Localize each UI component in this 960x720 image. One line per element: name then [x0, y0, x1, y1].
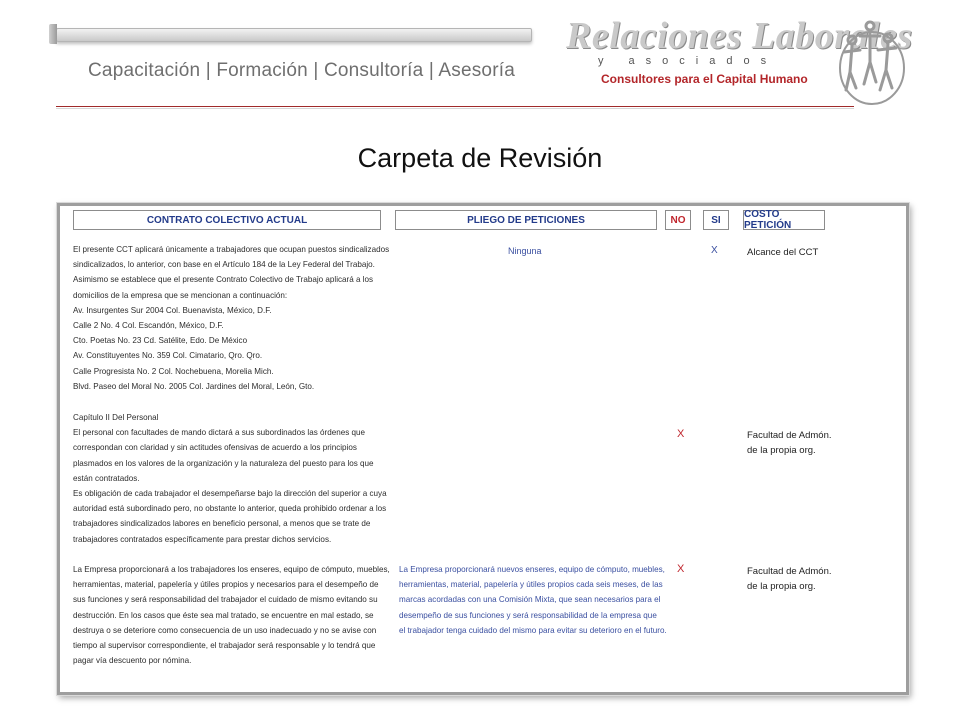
column-header-costo: COSTO PETICIÓN [743, 210, 825, 230]
review-document [57, 203, 909, 695]
row1-costo-text: Alcance del CCT [747, 247, 819, 258]
row2-no-mark: X [677, 428, 685, 440]
row3-pliego-text: La Empresa proporcionará nuevos enseres, equipo de cómputo, muebles, herramientas, material, papelería y útiles propios cada seis meses, de las marcas acordadas con una Comisión Mixta, que sean necesarios para el desempeño de sus funciones y será responsabilidad de la empresa que el trabajador tenga cuidado del mismo para evitar su deterioro en el futuro. [399, 565, 667, 635]
logo-tagline: Consultores para el Capital Humano [601, 72, 808, 86]
column-header-contrato: CONTRATO COLECTIVO ACTUAL [73, 210, 381, 230]
logo-title: Relaciones Laborales [566, 15, 913, 57]
column-header-no: NO [665, 210, 691, 230]
row3-no-mark: X [677, 563, 685, 575]
row2-costo-text: Facultad de Admón. de la propia org. [747, 430, 832, 456]
header-divider [56, 106, 854, 107]
services-tagline: Capacitación | Formación | Consultoría | Asesoría [88, 60, 515, 81]
row1-si-mark: X [711, 245, 718, 256]
row2-heading: Capítulo II Del Personal [73, 413, 159, 422]
row2-contrato-text: Capítulo II Del Personal El personal con facultades de mando dictará a sus subordinados las órdenes que correspondan con claridad y sin actitudes ofensivas de acuerdo a los principios plasmados en los valores de la organización y la naturaleza del puesto para los que están contratados. Es obligación de cada trabajador el desempeñarse bajo la dirección del superior a cuya autoridad está subordinado pero, no obstante lo anterior, queda prohibido ordenar a los trabajadores sindicalizados labores en beneficio personal, a menos que se trate de trabajadores contratados específicamente para prestar dichos servicios. [73, 410, 387, 547]
row1-pliego-text: Ninguna [508, 246, 542, 256]
row3-contrato-text: La Empresa proporcionará a los trabajadores los enseres, equipo de cómputo, muebles, herramientas, material, papelería y útiles propios y necesarios para el desempeño de sus funciones y será responsabilidad del trabajador el cuidado de mismo evitando su destrucción. En los casos que éste sea mal tratado, se encuentre en mal estado, se destruya o se deteriore como consecuencia de un uso inadecuado y no se avise con tiempo al supervisor correspondiente, el trabajador será responsable y lo tendrá que pagar vía descuento por nómina. [73, 565, 390, 666]
column-header-pliego: PLIEGO DE PETICIONES [395, 210, 657, 230]
header-decorative-bar [56, 28, 532, 42]
row1-contrato-text: El presente CCT aplicará únicamente a trabajadores que ocupan puestos sindicalizados sindicalizados, lo anterior, con base en el Artículo 184 de la Ley Federal del Trabajo. Asimismo se establece que el presente Contrato Colectivo de Trabajo aplicará a los domicilios de la empresa que se mencionan a continuación: Av. Insurgentes Sur 2004 Col. Buenavista, México, D.F. Calle 2 No. 4 Col. Escandón, México, D.F. Cto. Poetas No. 23 Cd. Satélite, Edo. De México Av. Constituyentes No. 359 Col. Cimatario, Qro. Qro. Calle Progresista No. 2 Col. Nochebuena, Morelia Mich. Blvd. Paseo del Moral No. 2005 Col. Jardines del Moral, León, Gto. [73, 245, 390, 391]
page-title: Carpeta de Revisión [357, 143, 603, 173]
logo-figures-icon [830, 10, 910, 110]
logo-subtitle: y asociados [598, 55, 778, 67]
column-header-si: SI [703, 210, 729, 230]
row3-costo-text: Facultad de Admón. de la propia org. [747, 566, 832, 592]
header-divider-shadow [56, 108, 854, 109]
